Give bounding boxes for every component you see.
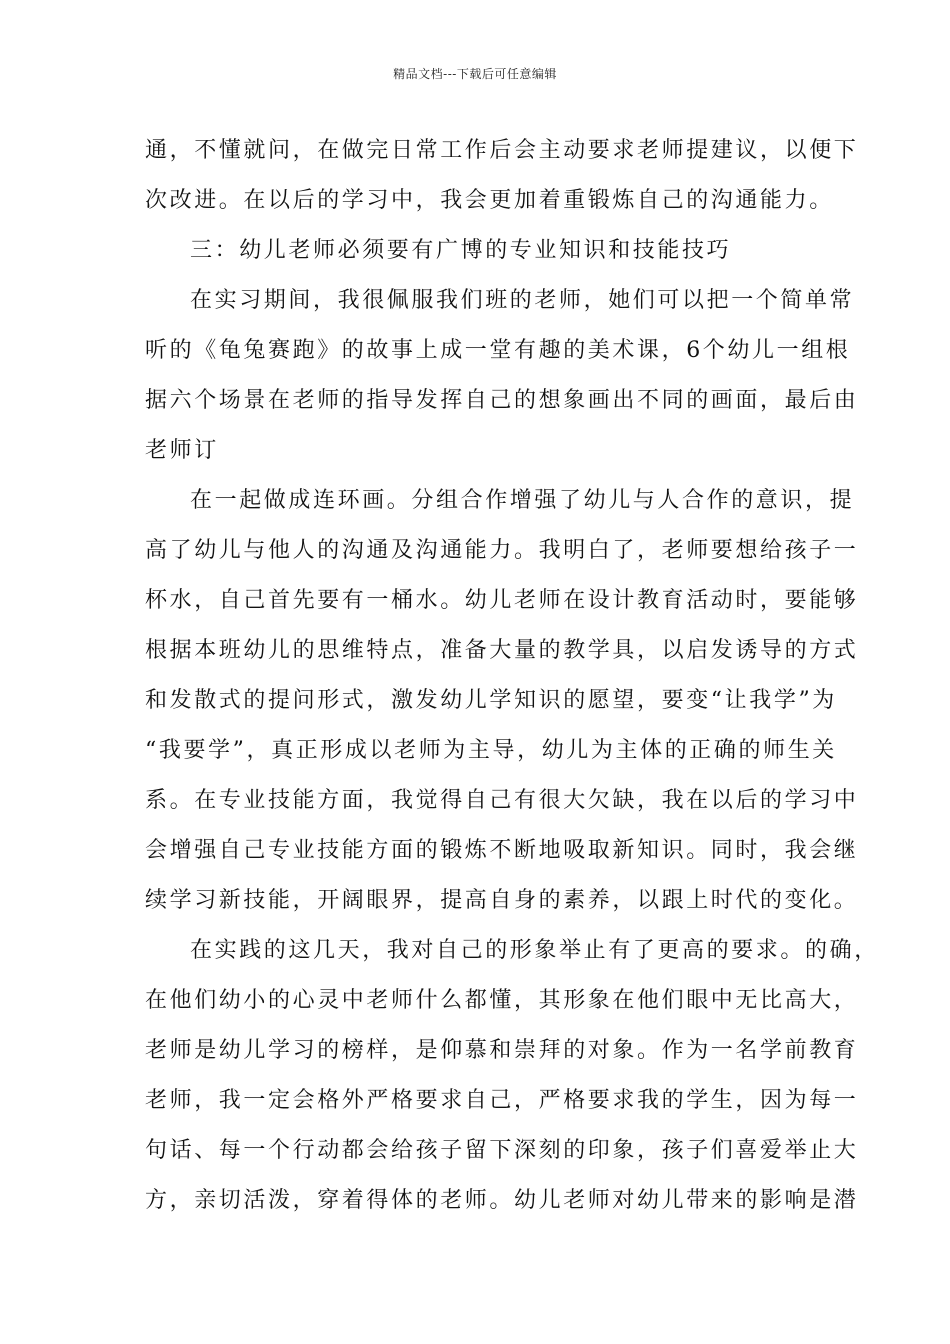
text-line: 老师，我一定会格外严格要求自己，严格要求我的学生，因为每一 bbox=[145, 1088, 859, 1113]
text-line: 次改进。在以后的学习中，我会更加着重锻炼自己的沟通能力。 bbox=[145, 188, 834, 213]
text-line: 根据本班幼儿的思维特点，准备大量的教学具，以启发诱导的方式 bbox=[145, 638, 859, 663]
paragraph-first-line: 在一起做成连环画。分组合作增强了幼儿与人合作的意识，提 bbox=[190, 488, 855, 513]
text-line: 系。在专业技能方面，我觉得自己有很大欠缺，我在以后的学习中 bbox=[145, 788, 859, 813]
text-line: “我要学”，真正形成以老师为主导，幼儿为主体的正确的师生关 bbox=[145, 738, 837, 763]
text-line: 杯水，自己首先要有一桶水。幼儿老师在设计教育活动时，要能够 bbox=[145, 588, 859, 613]
text-line: 续学习新技能，开阔眼界，提高自身的素养，以跟上时代的变化。 bbox=[145, 888, 859, 913]
text-line: 听的《龟兔赛跑》的故事上成一堂有趣的美术课，6个幼儿一组根 bbox=[145, 338, 851, 363]
section-heading: 三：幼儿老师必须要有广博的专业知识和技能技巧 bbox=[190, 238, 732, 263]
text-line: 在他们幼小的心灵中老师什么都懂，其形象在他们眼中无比高大， bbox=[145, 988, 859, 1013]
text-line: 句话、每一个行动都会给孩子留下深刻的印象，孩子们喜爱举止大 bbox=[145, 1138, 859, 1163]
text-line: 和发散式的提问形式，激发幼儿学知识的愿望，要变“让我学”为 bbox=[145, 688, 837, 713]
paragraph-first-line: 在实习期间，我很佩服我们班的老师，她们可以把一个简单常 bbox=[190, 288, 855, 313]
text-line: 老师订 bbox=[145, 438, 219, 463]
page-header: 精品文档---下载后可任意编辑 bbox=[393, 67, 557, 81]
text-line: 方，亲切活泼，穿着得体的老师。幼儿老师对幼儿带来的影响是潜 bbox=[145, 1188, 859, 1213]
paragraph-first-line: 在实践的这几天，我对自己的形象举止有了更高的要求。的确， bbox=[190, 938, 879, 963]
text-line: 通，不懂就问，在做完日常工作后会主动要求老师提建议，以便下 bbox=[145, 138, 859, 163]
text-line: 老师是幼儿学习的榜样，是仰慕和崇拜的对象。作为一名学前教育 bbox=[145, 1038, 859, 1063]
text-line: 高了幼儿与他人的沟通及沟通能力。我明白了，老师要想给孩子一 bbox=[145, 538, 859, 563]
text-line: 会增强自己专业技能方面的锻炼不断地吸取新知识。同时，我会继 bbox=[145, 838, 859, 863]
text-line: 据六个场景在老师的指导发挥自己的想象画出不同的画面，最后由 bbox=[145, 388, 859, 413]
